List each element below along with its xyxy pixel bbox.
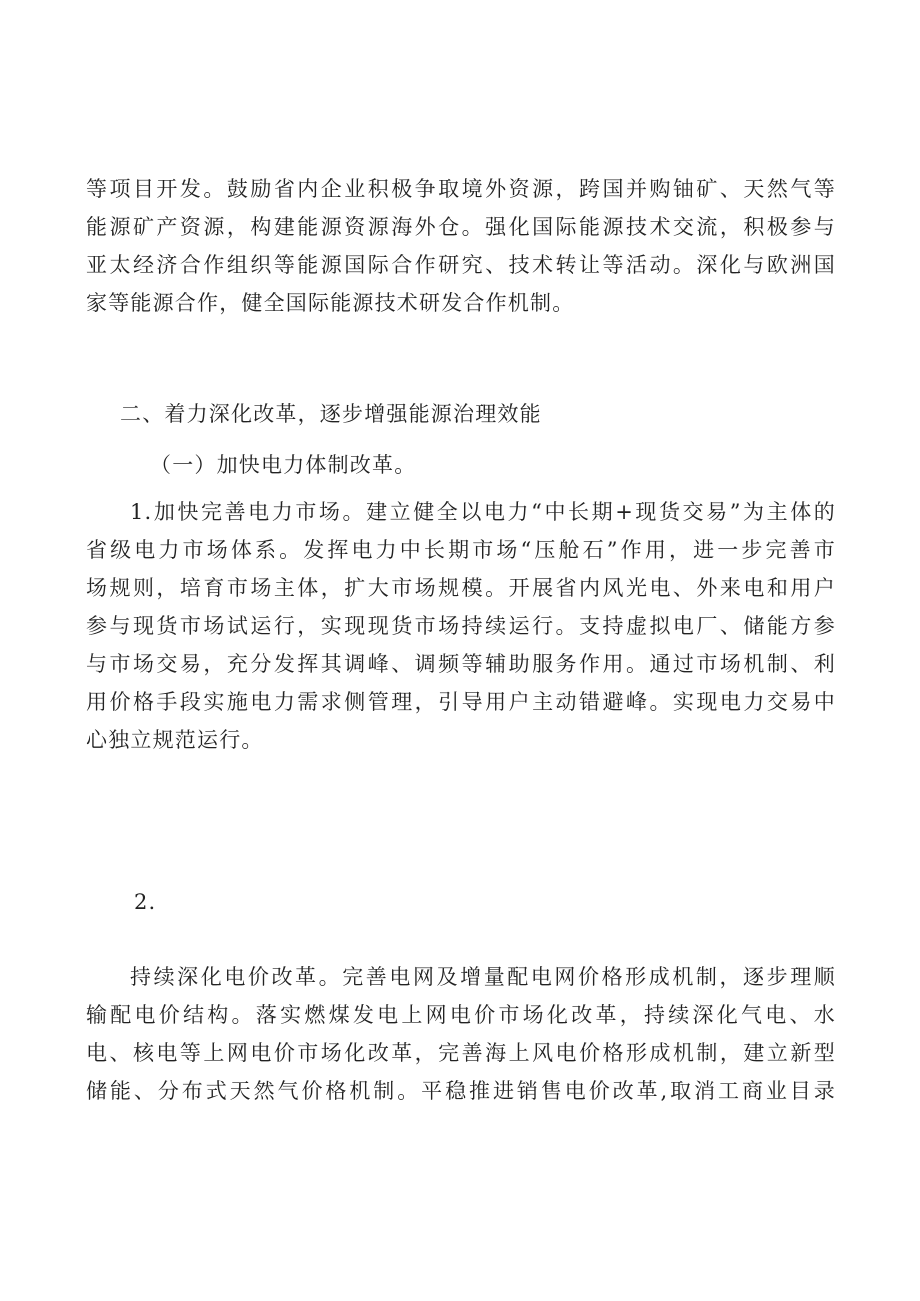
text-line: 用价格手段实施电力需求侧管理，引导用户主动错避峰。实现电力交易中 — [86, 690, 836, 714]
text-line: 亚太经济合作组织等能源国际合作研究、技术转让等活动。深化与欧洲国 — [86, 253, 836, 277]
text-line: 省级电力市场体系。发挥电力中长期市场“压舱石”作用，进一步完善市 — [86, 538, 836, 562]
paragraph-power-market — [86, 493, 836, 759]
text-line: 持续深化电价改革。完善电网及增量配电网价格形成机制，逐步理顺 — [130, 965, 836, 989]
text-line: 储能、分布式天然气价格机制。平稳推进销售电价改革,取消工商业目录 — [86, 1079, 836, 1103]
subsection-heading: （一）加快电力体制改革。 — [150, 453, 417, 477]
text-line: 与市场交易，充分发挥其调峰、调频等辅助服务作用。通过市场机制、利 — [86, 652, 836, 676]
section-heading: 二、着力深化改革，逐步增强能源治理效能 — [120, 402, 542, 426]
paragraph-international-cooperation — [86, 170, 836, 322]
text-line: 电、核电等上网电价市场化改革，完善海上风电价格形成机制，建立新型 — [86, 1041, 836, 1065]
text-line: 输配电价结构。落实燃煤发电上网电价市场化改革，持续深化气电、水 — [86, 1003, 836, 1027]
text-line: 家等能源合作，健全国际能源技术研发合作机制。 — [86, 291, 575, 315]
list-item-number: 2. — [134, 890, 157, 914]
text-line: 能源矿产资源，构建能源资源海外仓。强化国际能源技术交流，积极参与 — [86, 215, 836, 239]
text-line: 参与现货市场试运行，实现现货市场持续运行。支持虚拟电厂、储能方参 — [86, 614, 836, 638]
text-line: 场规则，培育市场主体，扩大市场规模。开展省内风光电、外来电和用户 — [86, 576, 836, 600]
text-line: 1.加快完善电力市场。建立健全以电力“中长期+现货交易”为主体的 — [130, 500, 836, 524]
text-line: 心独立规范运行。 — [86, 728, 264, 752]
text-line: 等项目开发。鼓励省内企业积极争取境外资源，跨国并购铀矿、天然气等 — [86, 177, 836, 201]
paragraph-electricity-price-reform — [86, 958, 836, 1110]
